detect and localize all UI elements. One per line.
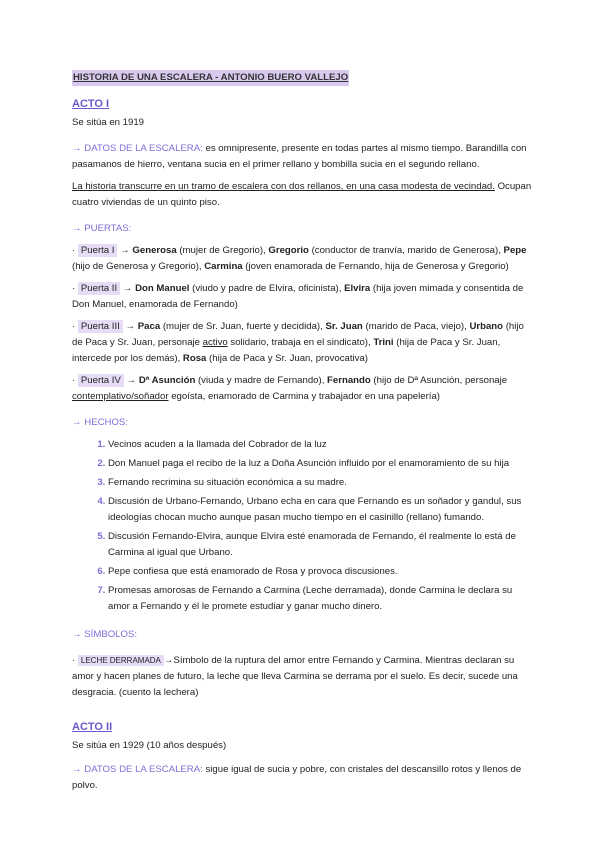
act-2-year: Se sitúa en 1929 (10 años después) bbox=[72, 740, 227, 751]
events-list bbox=[72, 437, 532, 615]
symbol-tag: LECHE DERRAMADA bbox=[78, 655, 164, 666]
stair-data-text: es omnipresente, presente en todas partes al mismo tiempo. Barandilla con pasamanos de hierro, ventana sucia en el primer rellano y bombilla sucia en el segundo rellano. bbox=[72, 143, 527, 170]
stair-data-label-2: → DATOS DE LA ESCALERA: bbox=[72, 764, 203, 775]
act-1-heading: ACTO I bbox=[72, 98, 110, 110]
stair-data-text-2: sigue igual de sucia y pobre, con cristales del descansillo rotos y llenos de polvo. bbox=[72, 764, 522, 791]
symbols-label: → SÍMBOLOS: bbox=[72, 629, 138, 640]
document-page bbox=[72, 70, 532, 800]
setting-rest: Ocupan cuatro viviendas de un quinto piso. bbox=[72, 181, 532, 208]
door-2-tag: Puerta II bbox=[78, 282, 120, 295]
setting-underlined: La historia transcurre en un tramo de escalera con dos rellanos, en una casa modesta de vecindad. bbox=[72, 181, 495, 192]
door-4-paragraph: · Puerta IV → Dª Asunción (viuda y madre de Fernando), Fernando (hijo de Dª Asunción, personaje contemplativo/soñador egoísta, enamorado de Carmina y trabajador en una papelería) bbox=[72, 375, 508, 402]
symbol-paragraph: · LECHE DERRAMADA →Símbolo de la ruptura del amor entre Fernando y Carmina. Mientras declaran su amor y hacen planes de futuro, la leche que lleva Carmina se derrama por el suelo. Es decir, sucede una desgracia. (cuento la lechera) bbox=[72, 655, 518, 698]
act-2-stair-data bbox=[72, 762, 532, 794]
list-item: 7. Promesas amorosas de Fernando a Carmina (Leche derramada), donde Carmina le declara su amor a Fernando y él le promete estudiar y ganar mucho dinero. bbox=[108, 583, 532, 615]
events-label: → HECHOS: bbox=[72, 417, 128, 428]
doors-label: → PUERTAS: bbox=[72, 223, 132, 234]
act-1-stair-data bbox=[72, 141, 532, 173]
act-2-heading: ACTO II bbox=[72, 721, 113, 733]
list-item: 4. Discusión de Urbano-Fernando, Urbano echa en cara que Fernando es un soñador y gandul, sus ideologías chocan mucho aunque pasan mucho tiempo en el casinillo (rellano) fumando. bbox=[108, 494, 532, 526]
symbol-text: →Símbolo de la ruptura del amor entre Fernando y Carmina. Mientras declaran su amor y hacen planes de futuro, la leche que lleva Carmina se derrama por el suelo. Es decir, sucede una desgracia. (cuento la lechera) bbox=[72, 655, 518, 698]
stair-data-label: → DATOS DE LA ESCALERA: bbox=[72, 143, 203, 154]
list-item: 1. Vecinos acuden a la llamada del Cobrador de la luz bbox=[108, 437, 532, 453]
door-1-paragraph: · Puerta I → Generosa (mujer de Gregorio), Gregorio (conductor de tranvía, marido de Generosa), Pepe (hijo de Generosa y Gregorio), Carmina (joven enamorada de Fernando, hija de Generosa y Gregorio) bbox=[72, 245, 527, 272]
act-1-setting bbox=[72, 179, 532, 211]
act-1-year: Se sitúa en 1919 bbox=[72, 117, 145, 128]
list-item: 2. Don Manuel paga el recibo de la luz a Doña Asunción influido por el enamoramiento de su hija bbox=[108, 456, 532, 472]
door-3-paragraph: · Puerta III → Paca (mujer de Sr. Juan, fuerte y decidida), Sr. Juan (marido de Paca, viejo), Urbano (hijo de Paca y Sr. Juan, personaje activo solidario, trabaja en el sindicato), Trini (hija de Paca y Sr. Juan, intercede por los demás), Rosa (hija de Paca y Sr. Juan, provocativa) bbox=[72, 321, 524, 364]
door-4-tag: Puerta IV bbox=[78, 374, 124, 387]
door-2-paragraph: · Puerta II → Don Manuel (viudo y padre de Elvira, oficinista), Elvira (hija joven mimada y consentida de Don Manuel, enamorada de Fernando) bbox=[72, 283, 524, 310]
list-item: 3. Fernando recrimina su situación económica a su madre. bbox=[108, 475, 532, 491]
door-3-tag: Puerta III bbox=[78, 320, 123, 333]
door-1-tag: Puerta I bbox=[78, 244, 118, 257]
document-title: HISTORIA DE UNA ESCALERA - ANTONIO BUERO VALLEJO bbox=[72, 70, 349, 86]
list-item: 6. Pepe confiesa que está enamorado de Rosa y provoca discusiones. bbox=[108, 564, 532, 580]
list-item: 5. Discusión Fernando-Elvira, aunque Elvira esté enamorada de Fernando, él realmente lo está de Carmina al igual que Urbano. bbox=[108, 529, 532, 561]
